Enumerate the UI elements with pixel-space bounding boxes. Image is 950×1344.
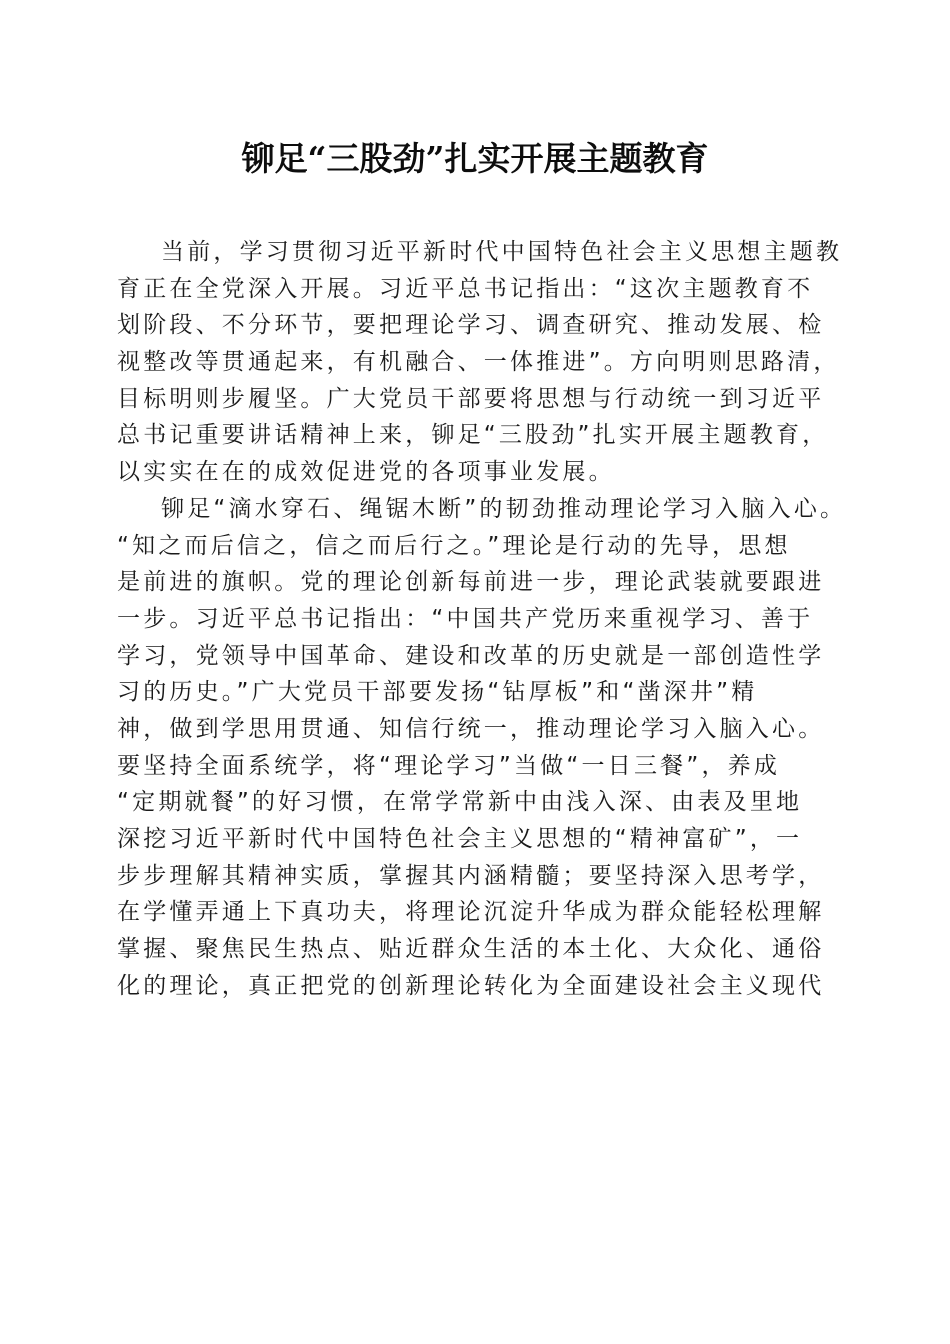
document-body bbox=[117, 234, 847, 1004]
text-line: 育正在全党深入开展。习近平总书记指出：“这次主题教育不 bbox=[117, 275, 814, 302]
text-line: 是前进的旗帜。党的理论创新每前进一步，理论武装就要跟进 bbox=[117, 569, 825, 596]
text-line: 目标明则步履坚。广大党员干部要将思想与行动统一到习近平 bbox=[117, 385, 825, 412]
text-line: 划阶段、不分环节，要把理论学习、调查研究、推动发展、检 bbox=[117, 312, 825, 339]
paragraph-1 bbox=[117, 234, 843, 491]
text-line: 深挖习近平新时代中国特色社会主义思想的“精神富矿”，一 bbox=[117, 826, 803, 852]
text-line: 视整改等贯通起来，有机融合、一体推进”。方向明则思路清， bbox=[117, 349, 840, 376]
text-line: 习的历史。”广大党员干部要发扬“钻厚板”和“凿深井”精 bbox=[117, 679, 758, 706]
text-line: “知之而后信之，信之而后行之。”理论是行动的先导，思想 bbox=[117, 532, 791, 559]
paragraph-2 bbox=[117, 491, 847, 1005]
text-line: 步步理解其精神实质，掌握其内涵精髓；要坚持深入思考学， bbox=[117, 862, 825, 889]
text-line: 铆足“滴水穿石、绳锯木断”的韧劲推动理论学习入脑入心。 bbox=[161, 495, 847, 522]
text-line: 以实实在在的成效促进党的各项事业发展。 bbox=[117, 459, 615, 486]
text-line: 当前，学习贯彻习近平新时代中国特色社会主义思想主题教 bbox=[161, 239, 843, 265]
document-title: 铆足“三股劲”扎实开展主题教育 bbox=[241, 139, 709, 178]
text-line: 学习，党领导中国革命、建设和改革的历史就是一部创造性学 bbox=[117, 642, 825, 669]
text-line: 在学懂弄通上下真功夫，将理论沉淀升华成为群众能轻松理解 bbox=[117, 899, 825, 926]
text-line: 总书记重要讲话精神上来，铆足“三股劲”扎实开展主题教育， bbox=[117, 422, 829, 449]
text-line: 一步。习近平总书记指出：“中国共产党历来重视学习、善于 bbox=[117, 605, 814, 632]
text-line: 神，做到学思用贯通、知信行统一，推动理论学习入脑入心。 bbox=[117, 715, 825, 742]
text-line: 要坚持全面系统学，将“理论学习”当做“一日三餐”，养成 bbox=[117, 752, 781, 779]
text-line: 化的理论，真正把党的创新理论转化为全面建设社会主义现代 bbox=[117, 972, 825, 999]
text-line: “定期就餐”的好习惯，在常学常新中由浅入深、由表及里地 bbox=[117, 789, 803, 816]
text-line: 掌握、聚焦民生热点、贴近群众生活的本土化、大众化、通俗 bbox=[117, 936, 825, 963]
